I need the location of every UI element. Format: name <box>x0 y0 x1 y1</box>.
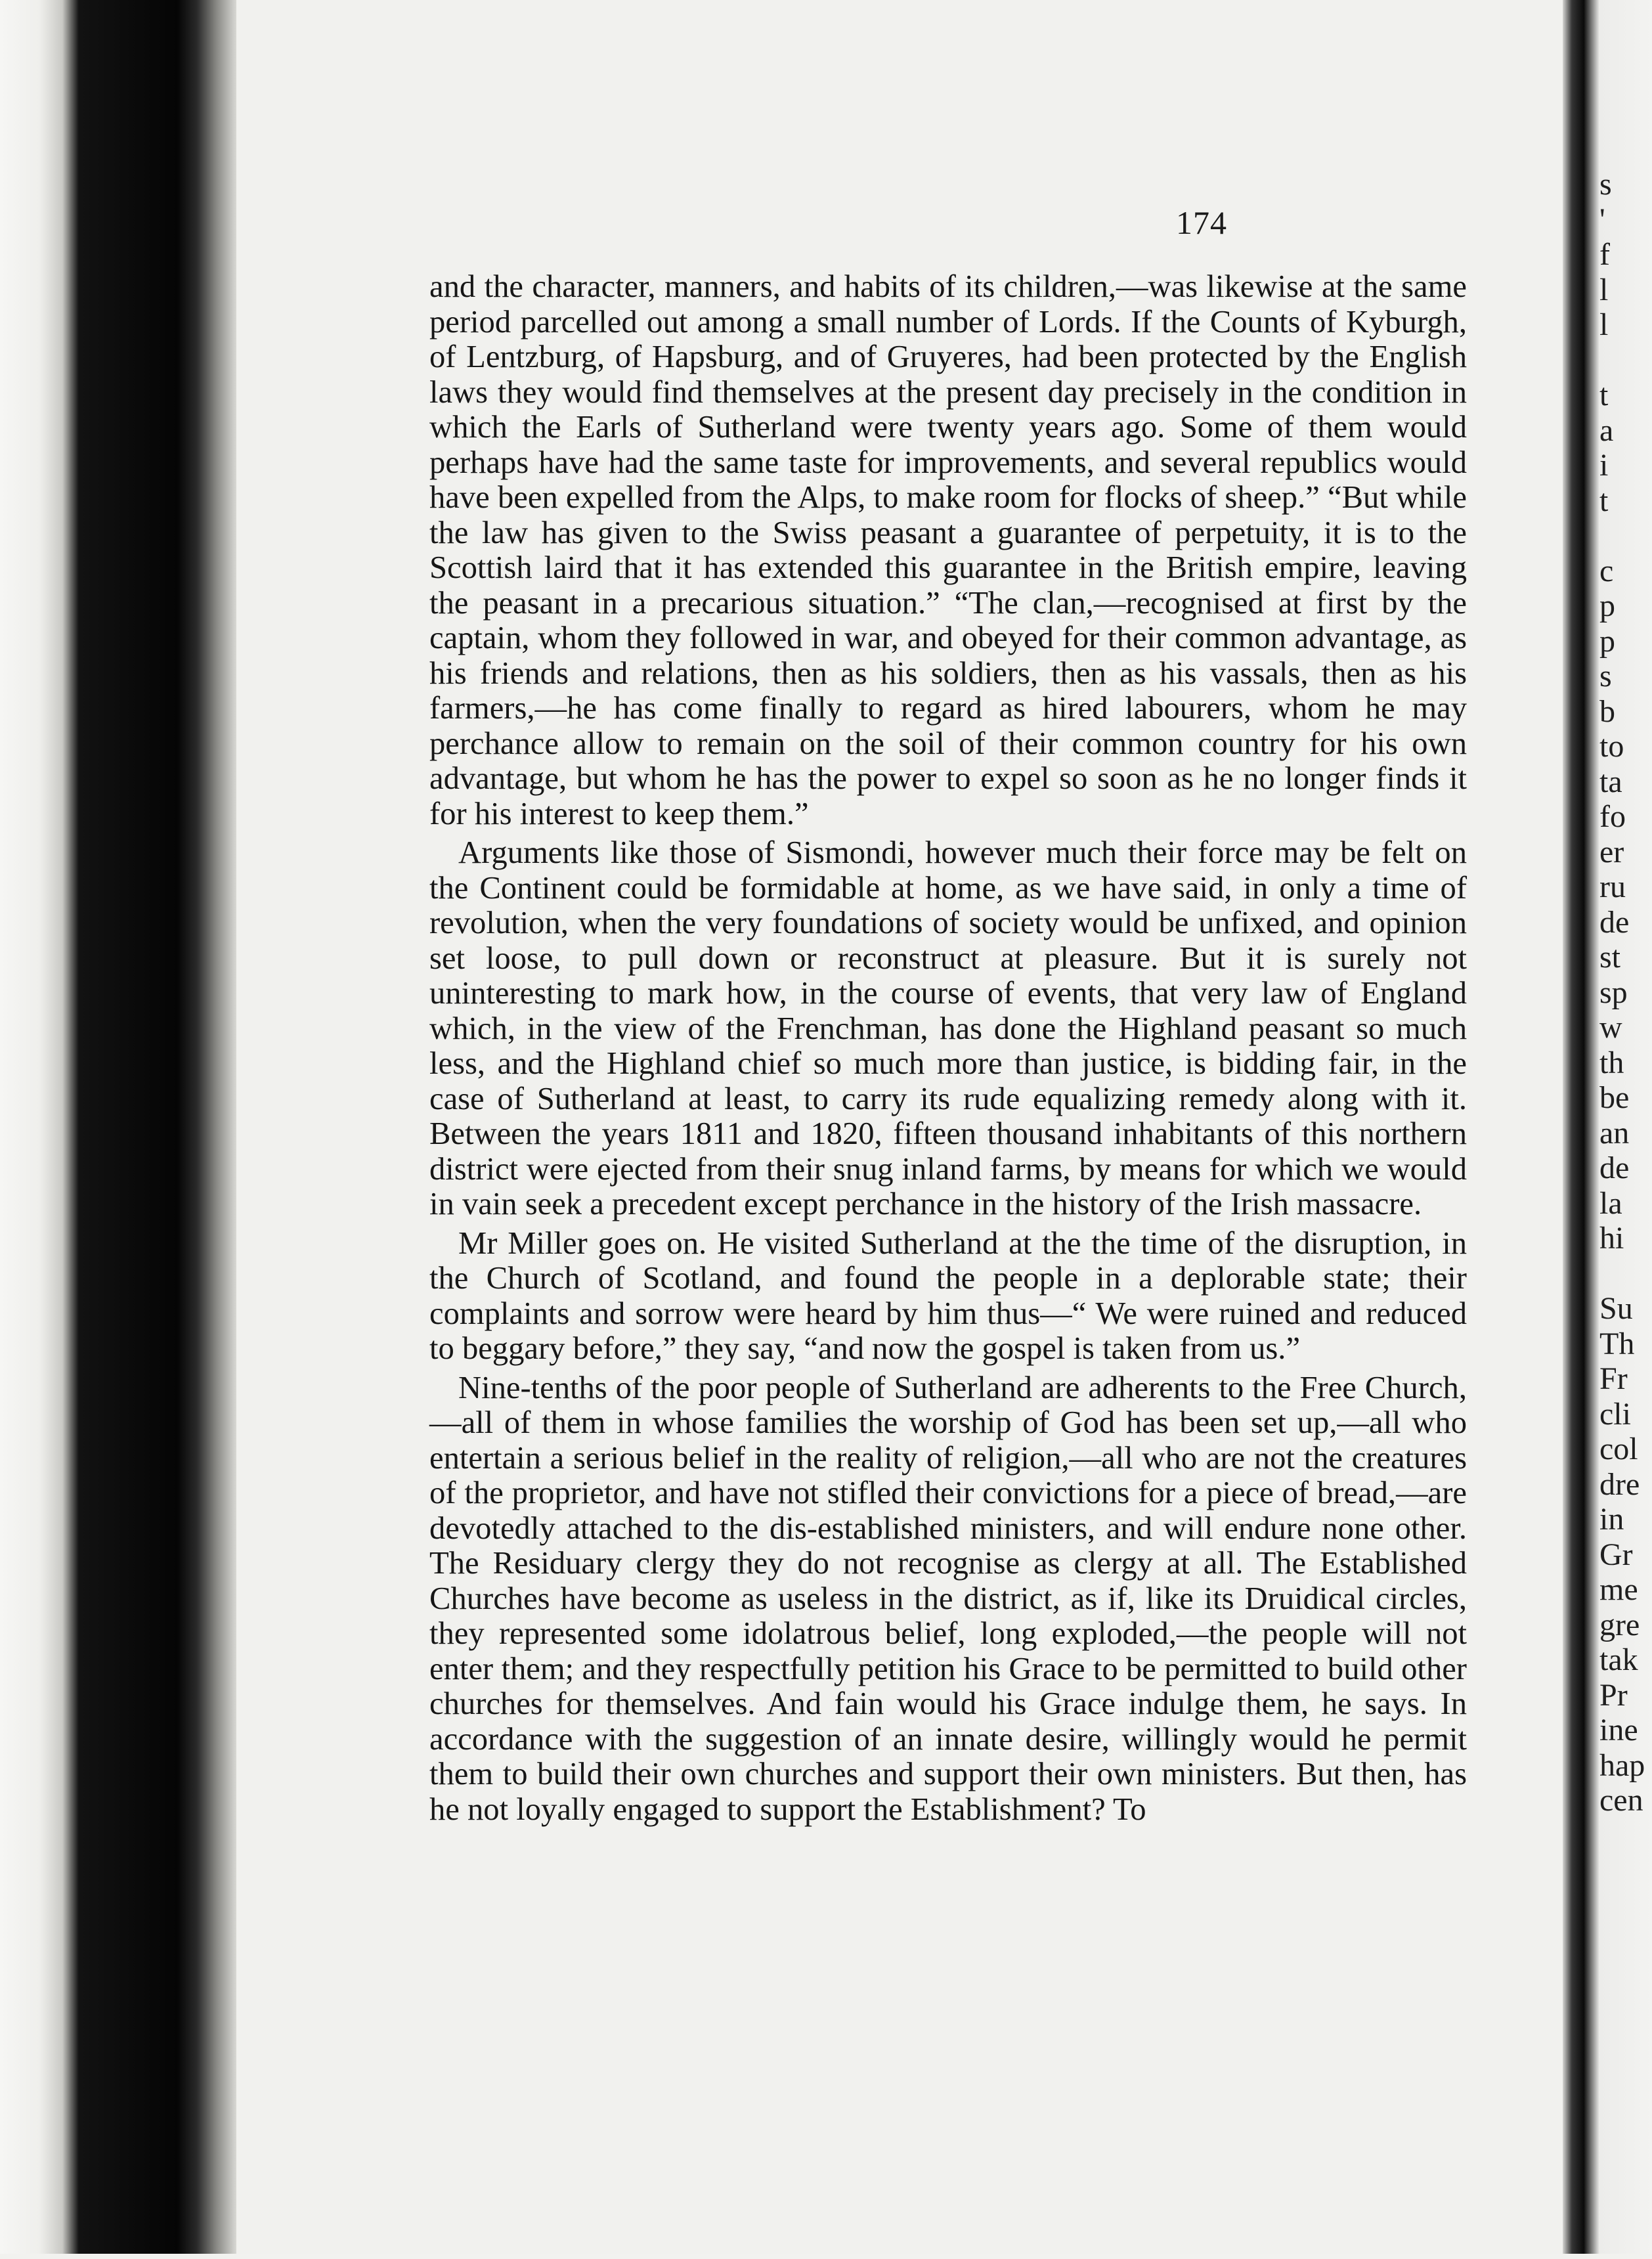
binding-gutter-left <box>0 0 236 2254</box>
paragraph-1: and the character, manners, and habits of its children,—was likewise at the same period parcelled out among a small number of Lords. If the Counts of Kyburgh, of Lentzburg, of Hapsburg, and of Gruyeres, had been protected by the English laws they would find themselves at the present day precisely in the condition in which the Earls of Sutherland were twenty years ago. Some of them would perhaps have had the same taste for improvements, and several republics would have been expelled from the Alps, to make room for flocks of sheep.” “But while the law has given to the Swiss peasant a guarantee of perpetuity, it is to the Scottish laird that it has extended this guarantee in the British empire, leaving the peasant in a precarious situation.” “The clan,—recognised at first by the captain, whom they followed in war, and obeyed for their common advantage, as his friends and relations, then as his soldiers, then as his vassals, then as his farmers,—he has come finally to regard as hired labourers, whom he may perchance allow to remain on the soil of their common country for his own advantage, but whom he has the power to expel so soon as he no longer finds it for his interest to keep them.” <box>429 269 1467 831</box>
page-number: 174 <box>1176 204 1227 241</box>
page-body <box>429 269 1467 1827</box>
paragraph-3: Mr Miller goes on. He visited Sutherland at the the time of the disruption, in the Church of Scotland, and found the people in a deplorable state; their complaints and sorrow were heard by him thus—“ We were ruined and reduced to beggary before,” they say, “and now the gospel is taken from us.” <box>429 1225 1467 1366</box>
paragraph-2: Arguments like those of Sismondi, however much their force may be felt on the Continent could be formidable at home, as we have said, in only a time of revolution, when the very foundations of society would be unfixed, and opinion set loose, to pull down or reconstruct at pleasure. But it is surely not uninteresting to mark how, in the course of events, that very law of England which, in the view of the Frenchman, has done the Highland peasant so much less, and the Highland chief so much more than justice, is bidding fair, in the case of Sutherland at least, to carry its rude equalizing remedy along with it. Between the years 1811 and 1820, fifteen thousand inhabitants of this northern district were ejected from their snug inland farms, by means for which we would in vain seek a precedent except perchance in the history of the Irish massacre. <box>429 835 1467 1221</box>
paragraph-4: Nine-tenths of the poor people of Sutherland are adherents to the Free Church,—all of them in whose families the worship of God has been set up,—all who entertain a serious belief in the reality of religion,—all who are not the creatures of the proprietor, and have not stifled their convictions for a piece of bread,—are devotedly attached to the dis-established ministers, and will endure none other. The Residuary clergy they do not recognise as clergy at all. The Established Churches have become as useless in the district, as if, like its Druidical circles, they represented some idolatrous belief, long exploded,—the people will not enter them; and they respectfully petition his Grace to be permitted to build other churches for themselves. And fain would his Grace indulge them, he says. In accordance with the suggestion of an innate desire, willingly would he permit them to build their own churches and support their own ministers. But then, has he not loyally engaged to support the Establishment? To <box>429 1369 1467 1827</box>
facing-page-text: s ' f l l t a i t c p p s b to ta fo er ru de st sp w th be an de la hi Su Th Fr cli col dre in Gr me gre tak Pr ine hap cen <box>1599 167 1645 1818</box>
